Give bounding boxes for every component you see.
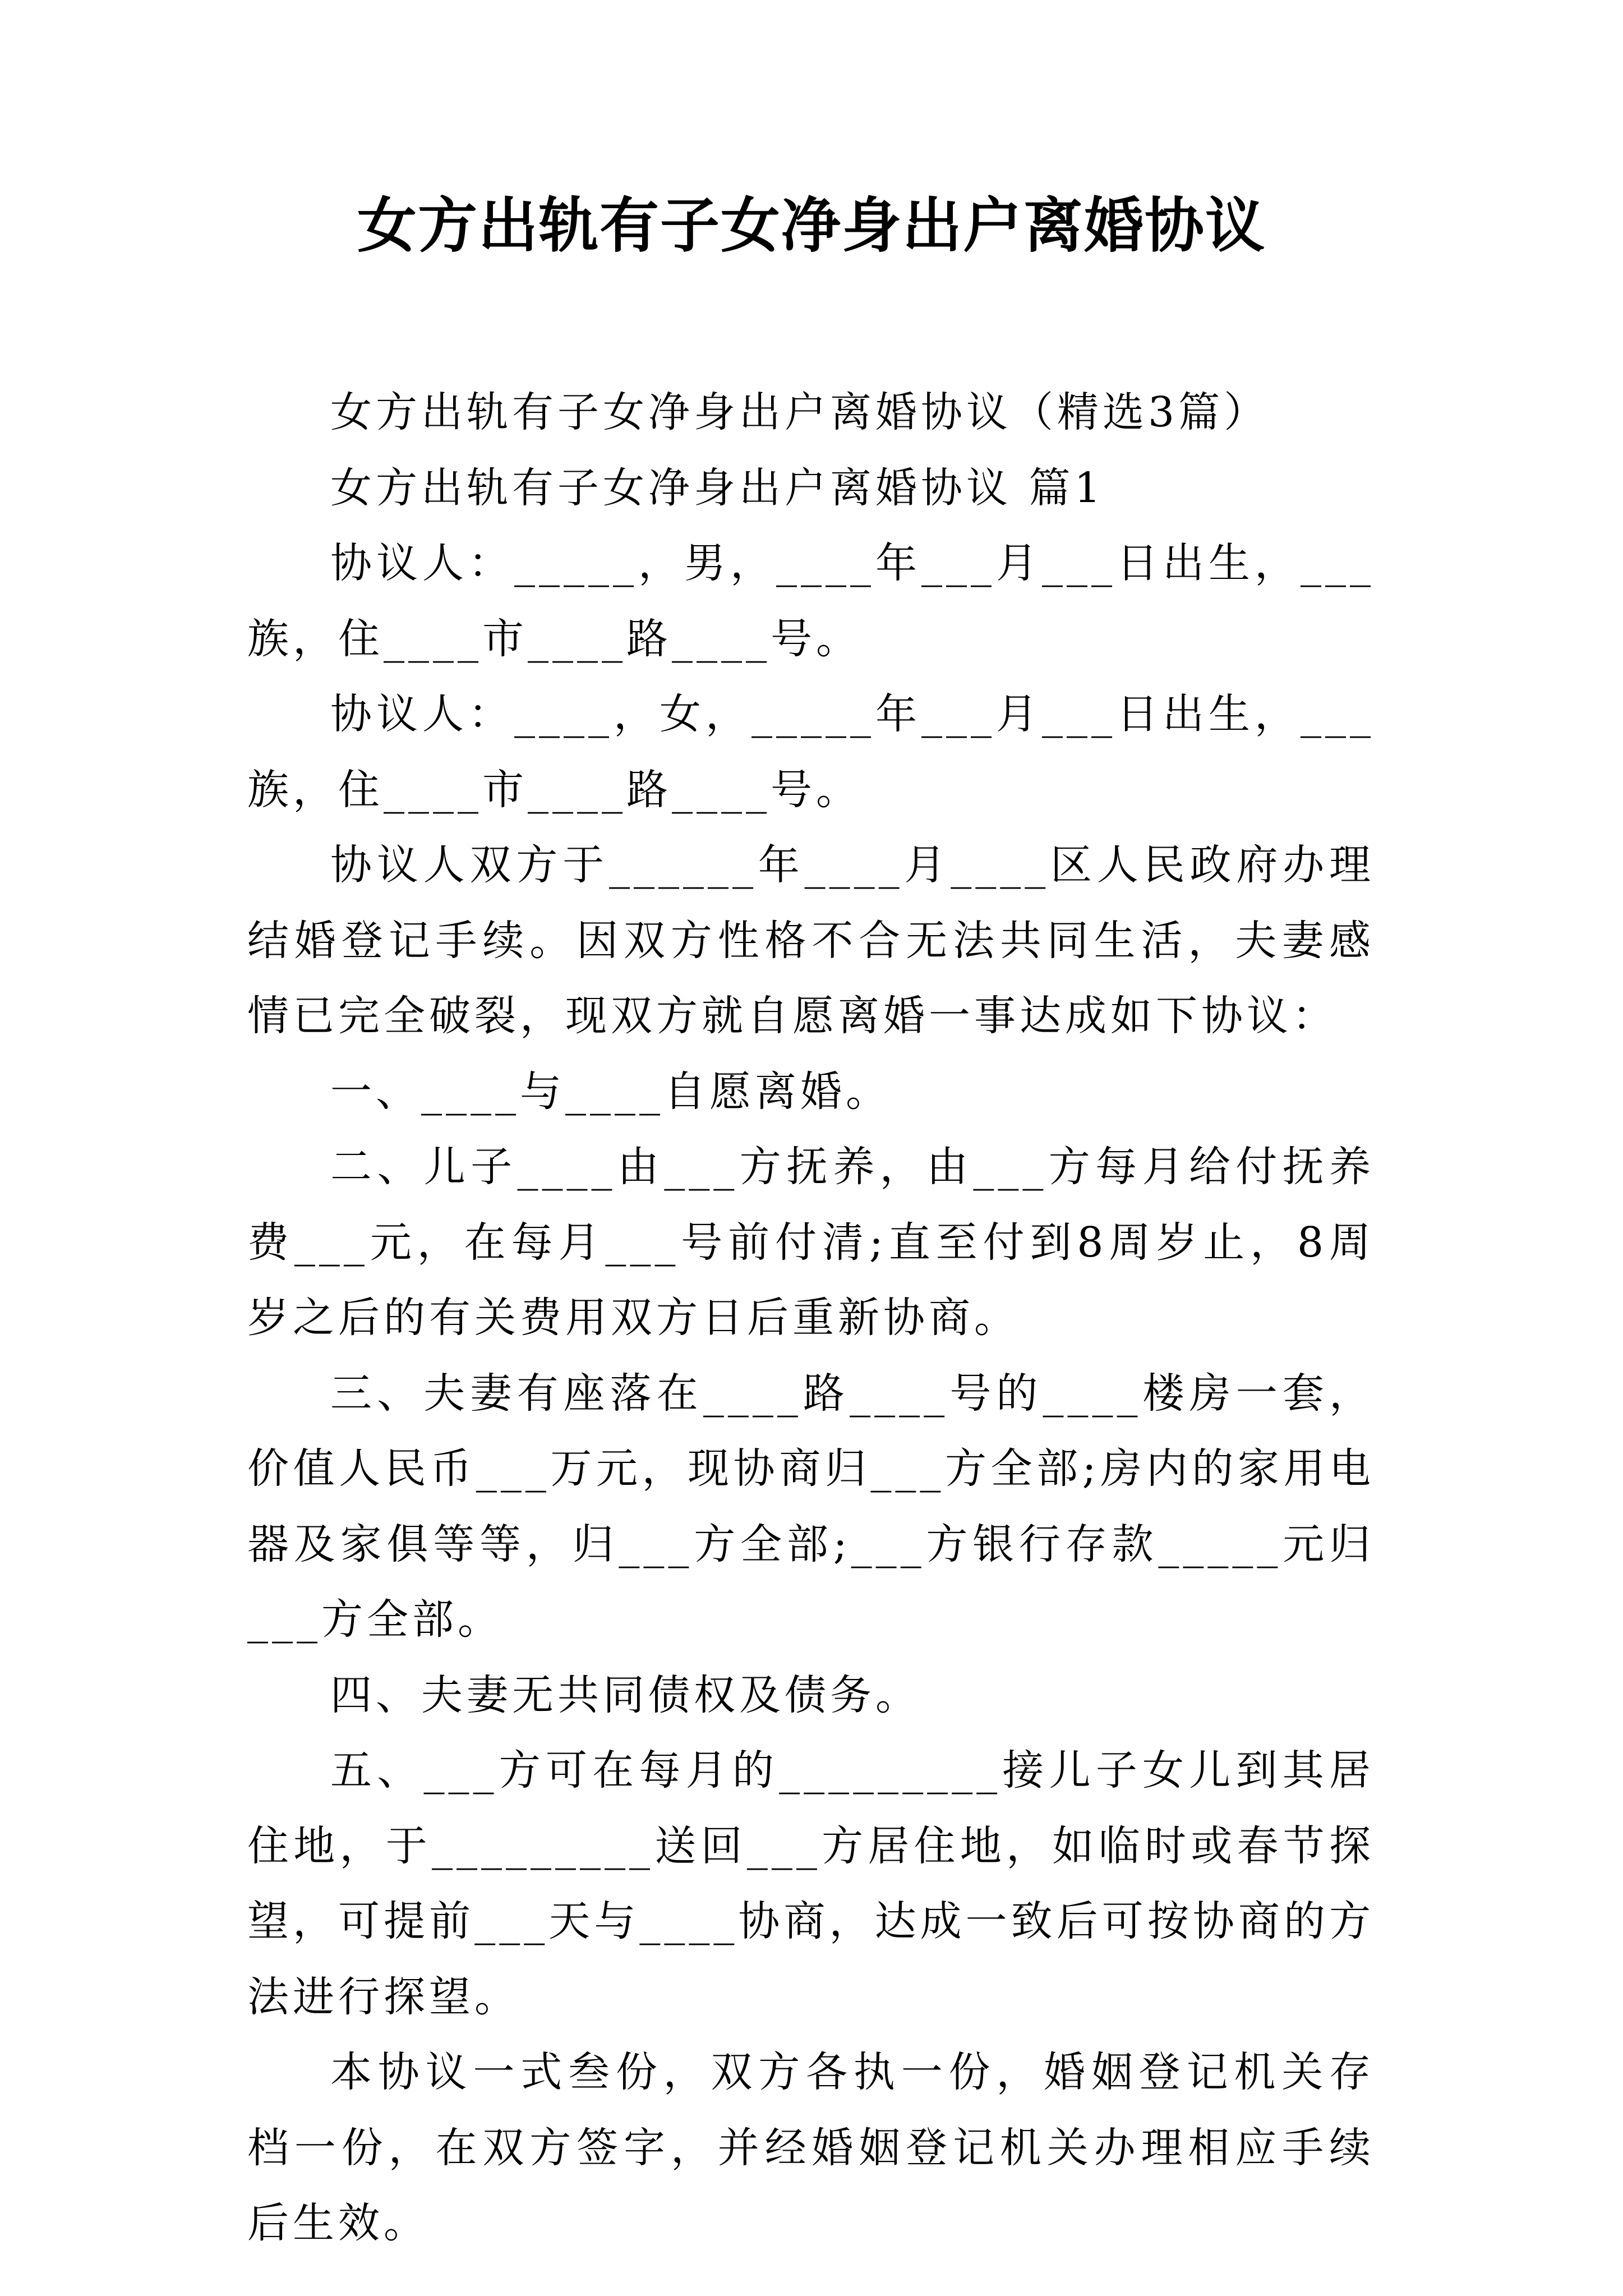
section-heading: 女方出轨有子女净身出户离婚协议 篇1 bbox=[330, 463, 1105, 512]
party-female-paragraph: 协议人：____，女，_____年___月___日出生，___族，住____市____路____号。 bbox=[247, 690, 1375, 814]
clause-2: 二、儿子____由___方抚养，由___方每月给付抚养费___元，在每月___号前付清;直至付到8周岁止，8周岁之后的有关费用双方日后重新协商。 bbox=[247, 1143, 1375, 1342]
clause-1: 一、____与____自愿离婚。 bbox=[330, 1067, 891, 1116]
subtitle-collection: 女方出轨有子女净身出户离婚协议（精选3篇） bbox=[330, 388, 1270, 436]
document-title: 女方出轨有子女净身出户离婚协议 bbox=[357, 190, 1266, 260]
clause-3: 三、夫妻有座落在____路____号的____楼房一套，价值人民币___万元，现协商归___方全部;房内的家用电器及家俱等等，归___方全部;___方银行存款_____元归___方全部。 bbox=[247, 1369, 1375, 1644]
document-body bbox=[247, 375, 1375, 2261]
party-male-paragraph: 协议人：_____，男，____年___月___日出生，___族，住____市____路____号。 bbox=[247, 539, 1375, 663]
clause-4: 四、夫妻无共同债权及债务。 bbox=[330, 1671, 921, 1719]
clause-5: 五、___方可在每月的_________接儿子女儿到其居住地，于_________送回___方居住地，如临时或春节探望，可提前___天与____协商，达成一致后可按协商的方法进行探望。 bbox=[247, 1746, 1375, 2021]
preamble-paragraph: 协议人双方于______年____月____区人民政府办理结婚登记手续。因双方性格不合无法共同生活，夫妻感情已完全破裂，现双方就自愿离婚一事达成如下协议： bbox=[247, 841, 1375, 1040]
closing-paragraph: 本协议一式叁份，双方各执一份，婚姻登记机关存档一份，在双方签字，并经婚姻登记机关办理相应手续后生效。 bbox=[247, 2048, 1375, 2247]
